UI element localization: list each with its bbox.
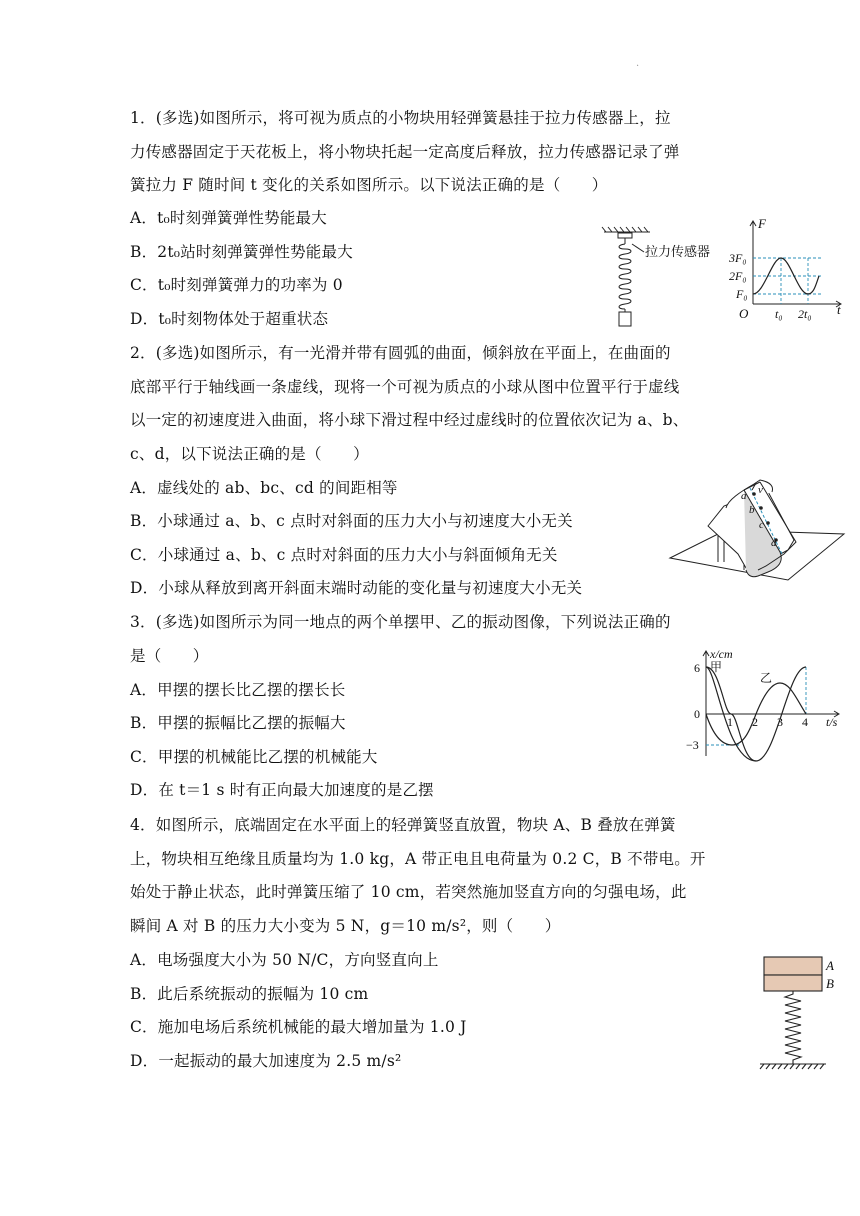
q1-stem-line-3: 簧拉力 F 随时间 t 变化的关系如图所示。以下说法正确的是（ ）	[130, 176, 608, 194]
q1-graph-ytick-f0: F₀	[736, 287, 748, 301]
q1-graph-y-label: F	[758, 216, 766, 231]
q1-stem-line-1: 1．(多选)如图所示，将可视为质点的小物块用轻弹簧悬挂于拉力传感器上，拉	[130, 109, 671, 127]
q2-option-a: A．虚线处的 ab、bc、cd 的间距相等	[130, 479, 398, 497]
q1-sensor-label: 拉力传感器	[645, 244, 711, 259]
q3-ytick-6: 6	[694, 661, 700, 675]
q2-curved-slope-figure	[668, 470, 846, 588]
block-a	[764, 957, 822, 975]
header-dot: .	[636, 58, 640, 69]
q3-xtick-2: 2	[752, 715, 758, 729]
q4-blocks-on-spring-figure	[756, 952, 846, 1070]
q3-displacement-time-graph	[680, 646, 846, 762]
q3-series-yi-label: 乙	[760, 671, 773, 685]
q4-option-b: B．此后系统振动的振幅为 10 cm	[130, 985, 369, 1003]
q4-option-a: A．电场强度大小为 50 N/C，方向竖直向上	[130, 951, 439, 969]
q1-option-c: C．t₀时刻弹簧弹力的功率为 0	[130, 276, 343, 294]
q4-stem-line-2: 上，物块相互绝缘且质量均为 1.0 kg，A 带正电且电荷量为 0.2 C，B 不带电。开	[130, 850, 706, 868]
q3-y-label: x/cm	[710, 647, 733, 661]
block-b	[764, 975, 822, 991]
q2-label-c: c	[759, 519, 764, 531]
q1-force-time-graph	[728, 214, 846, 326]
q1-graph-ytick-2f0: 2F₀	[729, 269, 747, 283]
q1-graph-origin: O	[739, 306, 749, 321]
q2-label-d: d	[771, 537, 777, 549]
q2-option-c: C．小球通过 a、b、c 点时对斜面的压力大小与斜面倾角无关	[130, 546, 558, 564]
q3-xtick-1: 1	[727, 715, 733, 729]
q2-option-d: D．小球从释放到离开斜面末端时动能的变化量与初速度大小无关	[130, 579, 583, 597]
q2-stem-line-2: 底部平行于轴线画一条虚线，现将一个可视为质点的小球从图中位置平行于虚线	[130, 378, 680, 396]
q3-ytick-0: 0	[694, 707, 700, 721]
q2-label-a: a	[741, 490, 747, 502]
q3-option-d: D．在 t＝1 s 时有正向最大加速度的是乙摆	[130, 781, 434, 799]
q1-graph-x-label: t	[837, 302, 841, 317]
q4-option-c: C．施加电场后系统机械能的最大增加量为 1.0 J	[130, 1018, 467, 1036]
q2-stem-line-1: 2．(多选)如图所示，有一光滑并带有圆弧的曲面，倾斜放在平面上，在曲面的	[130, 344, 671, 362]
q1-option-a: A．t₀时刻弹簧弹性势能最大	[130, 209, 327, 227]
q1-graph-ytick-3f0: 3F₀	[729, 251, 747, 265]
q3-xtick-3: 3	[777, 715, 783, 729]
q3-option-a: A．甲摆的摆长比乙摆的摆长长	[130, 681, 346, 699]
spring	[785, 991, 801, 1064]
q3-stem-line-2: 是（ ）	[130, 647, 209, 665]
q2-label-v: v	[758, 484, 763, 496]
q3-option-b: B．甲摆的振幅比乙摆的振幅大	[130, 714, 346, 732]
q3-series-jia-label: 甲	[710, 660, 723, 674]
q1-option-b: B．2t₀站时刻弹簧弹性势能最大	[130, 243, 353, 261]
q3-option-c: C．甲摆的机械能比乙摆的机械能大	[130, 748, 378, 766]
q1-spring-sensor-figure	[598, 224, 728, 330]
q4-label-a: A	[826, 958, 834, 973]
q2-stem-line-3: 以一定的初速度进入曲面，将小球下滑过程中经过虚线时的位置依次记为 a、b、	[130, 411, 689, 429]
q4-stem-line-4: 瞬间 A 对 B 的压力大小变为 5 N，g＝10 m/s²，则（ ）	[130, 917, 561, 935]
q1-graph-xtick-2t0: 2t₀	[798, 307, 812, 321]
q2-stem-line-4: c、d，以下说法正确的是（ ）	[130, 445, 369, 463]
q4-label-b: B	[826, 976, 834, 991]
q4-stem-line-1: 4．如图所示，底端固定在水平面上的轻弹簧竖直放置，物块 A、B 叠放在弹簧	[130, 816, 676, 834]
q1-option-d: D．t₀时刻物体处于超重状态	[130, 310, 329, 328]
q3-stem-line-1: 3．(多选)如图所示为同一地点的两个单摆甲、乙的振动图像，下列说法正确的	[130, 613, 671, 631]
q1-stem-line-2: 力传感器固定于天花板上，将小物块托起一定高度后释放，拉力传感器记录了弹	[130, 143, 680, 161]
q1-graph-xtick-t0: t₀	[775, 307, 783, 321]
q4-stem-line-3: 始处于静止状态，此时弹簧压缩了 10 cm，若突然施加竖直方向的匀强电场，此	[130, 883, 687, 901]
q2-label-b: b	[749, 504, 755, 516]
q2-option-b: B．小球通过 a、b、c 点时对斜面的压力大小与初速度大小无关	[130, 512, 573, 530]
q3-ytick-neg3: −3	[686, 738, 699, 752]
q3-x-label: t/s	[826, 715, 838, 729]
q3-xtick-4: 4	[802, 715, 808, 729]
q4-option-d: D．一起振动的最大加速度为 2.5 m/s²	[130, 1052, 402, 1070]
